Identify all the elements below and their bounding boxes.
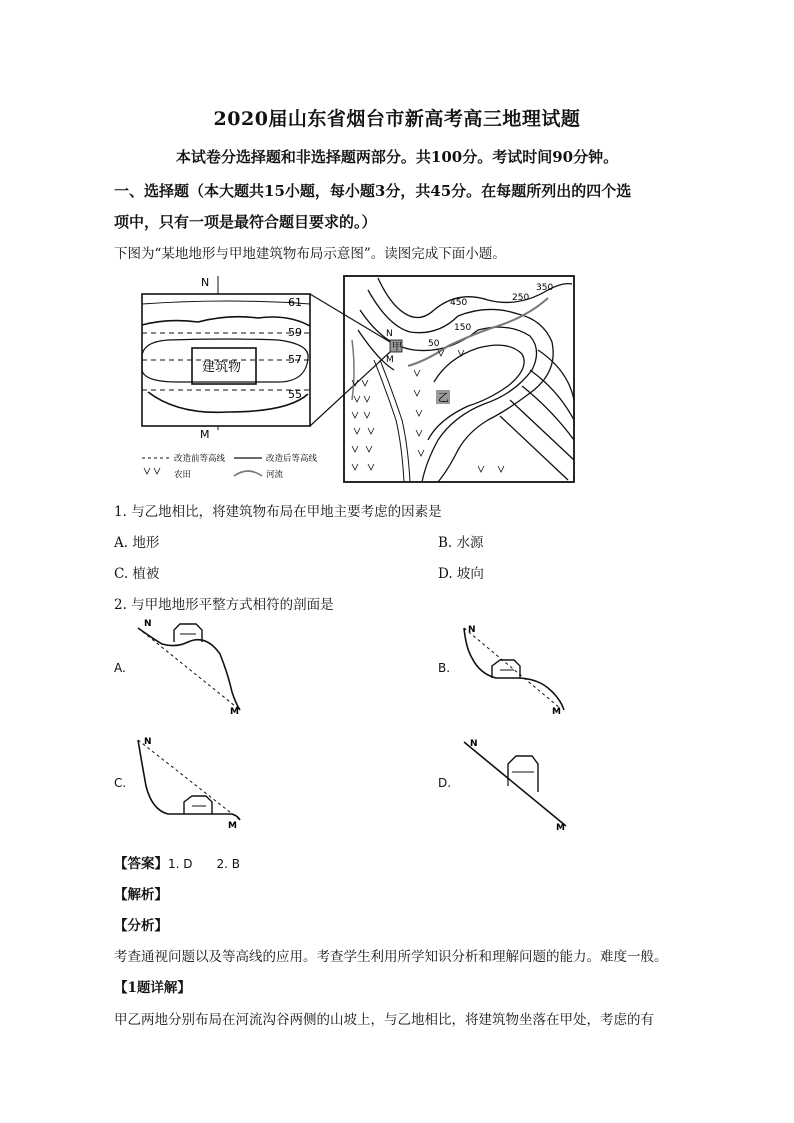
q1-detail-label: 【1题详解】 — [114, 980, 191, 996]
right-n-label: N — [386, 329, 393, 339]
jia-label: 甲 — [392, 342, 402, 353]
farmland-symbols — [352, 350, 504, 472]
profile-d-m: M — [556, 823, 565, 833]
section-heading-line1: 一、选择题（本大题共15小题，每小题3分，共45分。在每题所列出的四个选 — [114, 182, 632, 200]
question-1-option-a: A. 地形 — [114, 535, 160, 551]
fenxi-text: 考查通视问题以及等高线的应用。考查学生利用所学知识分析和理解问题的能力。难度一般。 — [114, 949, 668, 965]
question-2-option-c: C. — [114, 776, 127, 790]
answer-1: 1. D — [168, 857, 193, 871]
question-2-option-d: D. — [438, 776, 452, 790]
profile-d-n: N — [470, 739, 478, 749]
question-1-option-c: C. 植被 — [114, 566, 160, 582]
contour-55: 55 — [288, 388, 302, 401]
contour-450: 450 — [450, 298, 468, 308]
left-north-label: N — [201, 276, 210, 289]
exam-instructions: 本试卷分选择题和非选择题两部分。共100分。考试时间90分钟。 — [175, 148, 619, 166]
contour-350: 350 — [536, 283, 554, 293]
profile-a-n: N — [144, 619, 152, 629]
profile-b-n: N — [468, 625, 476, 635]
profile-b — [456, 618, 576, 718]
profile-c-n: N — [144, 737, 152, 747]
profile-a-m: M — [230, 707, 239, 717]
question-1-stem: 1. 与乙地相比，将建筑物布局在甲地主要考虑的因素是 — [114, 504, 442, 520]
building-label: 建筑物 — [202, 360, 242, 375]
section-heading — [114, 176, 704, 238]
fenxi-label: 【分析】 — [114, 918, 168, 934]
contour-50: 50 — [428, 339, 440, 349]
profile-c-m: M — [228, 821, 237, 831]
legend-after: 改造后等高线 — [266, 454, 318, 464]
page-title: 2020届山东省烟台市新高考高三地理试题 — [213, 108, 581, 130]
question-2-option-b: B. — [438, 661, 451, 675]
figure-intro: 下图为“某地地形与甲地建筑物布局示意图”。读图完成下面小题。 — [114, 246, 506, 262]
contour-57: 57 — [288, 353, 302, 366]
legend-before: 改造前等高线 — [174, 454, 226, 464]
question-1-option-d: D. 坡向 — [438, 566, 484, 582]
profile-b-m: M — [552, 707, 561, 717]
section-heading-line2: 项中，只有一项是最符合题目要求的。） — [114, 213, 377, 231]
answer-line — [114, 852, 240, 872]
question-2-stem: 2. 与甲地地形平整方式相符的剖面是 — [114, 597, 334, 613]
right-m-label: M — [386, 355, 394, 365]
right-panel — [344, 276, 574, 482]
profile-d — [456, 734, 576, 834]
answer-2: 2. B — [216, 857, 241, 871]
q1-detail-text: 甲乙两地分别布局在河流沟谷两侧的山坡上，与乙地相比，将建筑物坐落在甲处，考虑的有 — [114, 1012, 654, 1028]
legend — [142, 453, 318, 480]
analysis-label: 【解析】 — [114, 887, 168, 903]
question-1-option-b: B. 水源 — [438, 535, 484, 551]
legend-river: 河流 — [266, 470, 284, 480]
contour-150: 150 — [454, 323, 472, 333]
profile-c — [132, 734, 252, 834]
contour-61: 61 — [288, 296, 302, 309]
yi-label: 乙 — [438, 391, 449, 404]
question-2-option-a: A. — [114, 661, 126, 675]
profile-a — [132, 618, 252, 718]
left-south-label: M — [200, 428, 210, 441]
contour-59: 59 — [288, 326, 302, 339]
left-panel — [142, 276, 310, 441]
contour-250: 250 — [512, 293, 530, 303]
terrain-figure — [138, 270, 578, 494]
answer-label: 【答案】 — [114, 856, 168, 872]
legend-farmland: 农田 — [174, 470, 192, 480]
connector-lines — [310, 294, 390, 426]
